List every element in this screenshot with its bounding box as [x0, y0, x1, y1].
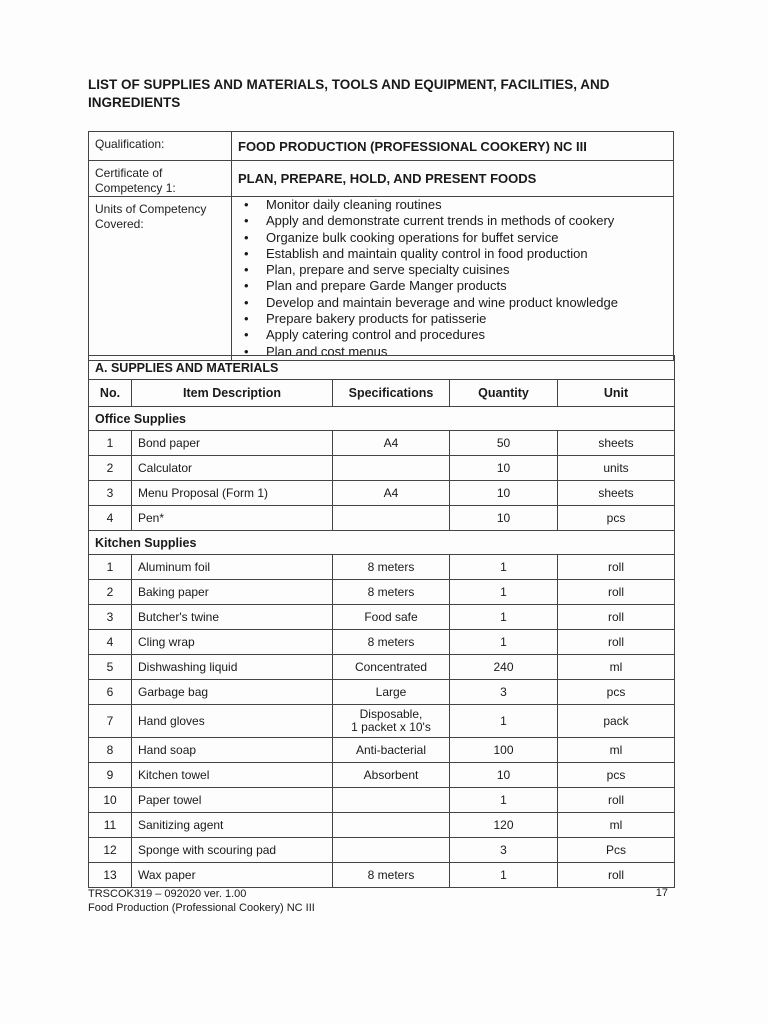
item-specifications: A4 [333, 431, 450, 456]
item-quantity: 240 [450, 655, 558, 680]
units-label: Units of Competency Covered: [89, 197, 232, 361]
item-quantity: 1 [450, 630, 558, 655]
category-label: Office Supplies [89, 407, 675, 431]
item-description: Sanitizing agent [132, 813, 333, 838]
item-description: Cling wrap [132, 630, 333, 655]
item-unit: roll [558, 555, 675, 580]
item-quantity: 100 [450, 738, 558, 763]
item-description: Kitchen towel [132, 763, 333, 788]
table-row [89, 680, 675, 705]
item-specifications: Food safe [333, 605, 450, 630]
table-row [89, 630, 675, 655]
item-description: Garbage bag [132, 680, 333, 705]
item-number: 10 [89, 788, 132, 813]
item-unit: roll [558, 605, 675, 630]
table-row [89, 838, 675, 863]
table-row [89, 705, 675, 738]
item-number: 12 [89, 838, 132, 863]
item-specifications [333, 838, 450, 863]
footer-qualification: Food Production (Professional Cookery) NC III [88, 902, 315, 914]
item-specifications [333, 788, 450, 813]
item-specifications [333, 506, 450, 531]
column-header: No. [89, 380, 132, 407]
item-number: 4 [89, 506, 132, 531]
footer-code: TRSCOK319 – 092020 ver. 1.00 [88, 888, 247, 900]
item-description: Sponge with scouring pad [132, 838, 333, 863]
table-row [89, 506, 675, 531]
table-row [89, 456, 675, 481]
item-quantity: 120 [450, 813, 558, 838]
item-quantity: 10 [450, 481, 558, 506]
table-row [89, 655, 675, 680]
item-specifications: 8 meters [333, 630, 450, 655]
item-description: Calculator [132, 456, 333, 481]
table-row [89, 763, 675, 788]
item-quantity: 1 [450, 863, 558, 888]
table-row [89, 738, 675, 763]
item-unit: units [558, 456, 675, 481]
column-header: Specifications [333, 380, 450, 407]
category-row [89, 407, 675, 431]
footer [88, 887, 315, 915]
section-heading-row [89, 356, 675, 380]
units-list [238, 197, 667, 360]
item-description: Dishwashing liquid [132, 655, 333, 680]
category-row [89, 531, 675, 555]
table-row [89, 863, 675, 888]
item-description: Pen* [132, 506, 333, 531]
item-specifications: Large [333, 680, 450, 705]
unit-item: • Plan and prepare Garde Manger products [262, 278, 667, 294]
item-number: 3 [89, 605, 132, 630]
item-quantity: 10 [450, 506, 558, 531]
item-number: 8 [89, 738, 132, 763]
table-row [89, 788, 675, 813]
item-unit: roll [558, 630, 675, 655]
item-number: 4 [89, 630, 132, 655]
item-description: Menu Proposal (Form 1) [132, 481, 333, 506]
item-specifications: Absorbent [333, 763, 450, 788]
item-unit: pcs [558, 763, 675, 788]
item-quantity: 10 [450, 763, 558, 788]
item-quantity: 1 [450, 555, 558, 580]
item-unit: sheets [558, 431, 675, 456]
item-quantity: 1 [450, 580, 558, 605]
item-description: Bond paper [132, 431, 333, 456]
item-unit: ml [558, 655, 675, 680]
unit-item: • Prepare bakery products for patisserie [262, 311, 667, 327]
item-number: 9 [89, 763, 132, 788]
item-description: Aluminum foil [132, 555, 333, 580]
item-number: 1 [89, 555, 132, 580]
item-number: 2 [89, 456, 132, 481]
unit-item: • Establish and maintain quality control in food production [262, 246, 667, 262]
item-unit: ml [558, 813, 675, 838]
item-number: 5 [89, 655, 132, 680]
item-description: Butcher's twine [132, 605, 333, 630]
item-description: Baking paper [132, 580, 333, 605]
item-unit: Pcs [558, 838, 675, 863]
column-header: Quantity [450, 380, 558, 407]
certificate-label: Certificate of Competency 1: [89, 161, 232, 197]
qualification-table [88, 131, 674, 361]
table-row [89, 580, 675, 605]
unit-item: • Apply catering control and procedures [262, 327, 667, 343]
item-quantity: 3 [450, 838, 558, 863]
supplies-heading: A. SUPPLIES AND MATERIALS [89, 356, 675, 380]
item-specifications: Concentrated [333, 655, 450, 680]
unit-item: • Develop and maintain beverage and wine product knowledge [262, 295, 667, 311]
item-unit: pcs [558, 680, 675, 705]
item-number: 13 [89, 863, 132, 888]
item-specifications: 8 meters [333, 555, 450, 580]
qualification-label: Qualification: [89, 132, 232, 161]
column-header: Item Description [132, 380, 333, 407]
header-row [89, 380, 675, 407]
item-specifications: 8 meters [333, 863, 450, 888]
item-number: 2 [89, 580, 132, 605]
item-description: Hand gloves [132, 705, 333, 738]
item-quantity: 1 [450, 788, 558, 813]
item-quantity: 3 [450, 680, 558, 705]
item-description: Paper towel [132, 788, 333, 813]
item-unit: sheets [558, 481, 675, 506]
item-unit: ml [558, 738, 675, 763]
item-quantity: 1 [450, 705, 558, 738]
item-quantity: 10 [450, 456, 558, 481]
page-number: 17 [655, 887, 668, 899]
unit-item: • Plan, prepare and serve specialty cuisines [262, 262, 667, 278]
item-description: Wax paper [132, 863, 333, 888]
item-unit: roll [558, 580, 675, 605]
table-row [89, 605, 675, 630]
item-unit: pack [558, 705, 675, 738]
item-number: 1 [89, 431, 132, 456]
supplies-table [88, 355, 675, 888]
item-specifications: 8 meters [333, 580, 450, 605]
item-number: 11 [89, 813, 132, 838]
unit-item: • Organize bulk cooking operations for buffet service [262, 230, 667, 246]
qualification-value: FOOD PRODUCTION (PROFESSIONAL COOKERY) NC III [232, 132, 674, 161]
item-description: Hand soap [132, 738, 333, 763]
item-specifications: Disposable, 1 packet x 10's [333, 705, 450, 738]
item-unit: roll [558, 788, 675, 813]
unit-item: • Plan and cost menus [262, 344, 667, 360]
item-quantity: 1 [450, 605, 558, 630]
item-unit: pcs [558, 506, 675, 531]
category-label: Kitchen Supplies [89, 531, 675, 555]
item-number: 6 [89, 680, 132, 705]
item-number: 7 [89, 705, 132, 738]
column-header: Unit [558, 380, 675, 407]
table-row [89, 481, 675, 506]
item-specifications: Anti-bacterial [333, 738, 450, 763]
item-specifications [333, 813, 450, 838]
table-row [89, 555, 675, 580]
table-row [89, 813, 675, 838]
item-specifications: A4 [333, 481, 450, 506]
item-unit: roll [558, 863, 675, 888]
document-title: LIST OF SUPPLIES AND MATERIALS, TOOLS AND EQUIPMENT, FACILITIES, AND INGREDIENTS [88, 77, 610, 110]
table-row [89, 431, 675, 456]
item-quantity: 50 [450, 431, 558, 456]
unit-item: • Monitor daily cleaning routines [262, 197, 667, 213]
item-specifications [333, 456, 450, 481]
unit-item: • Apply and demonstrate current trends in methods of cookery [262, 213, 667, 229]
certificate-value: PLAN, PREPARE, HOLD, AND PRESENT FOODS [232, 161, 674, 197]
item-number: 3 [89, 481, 132, 506]
